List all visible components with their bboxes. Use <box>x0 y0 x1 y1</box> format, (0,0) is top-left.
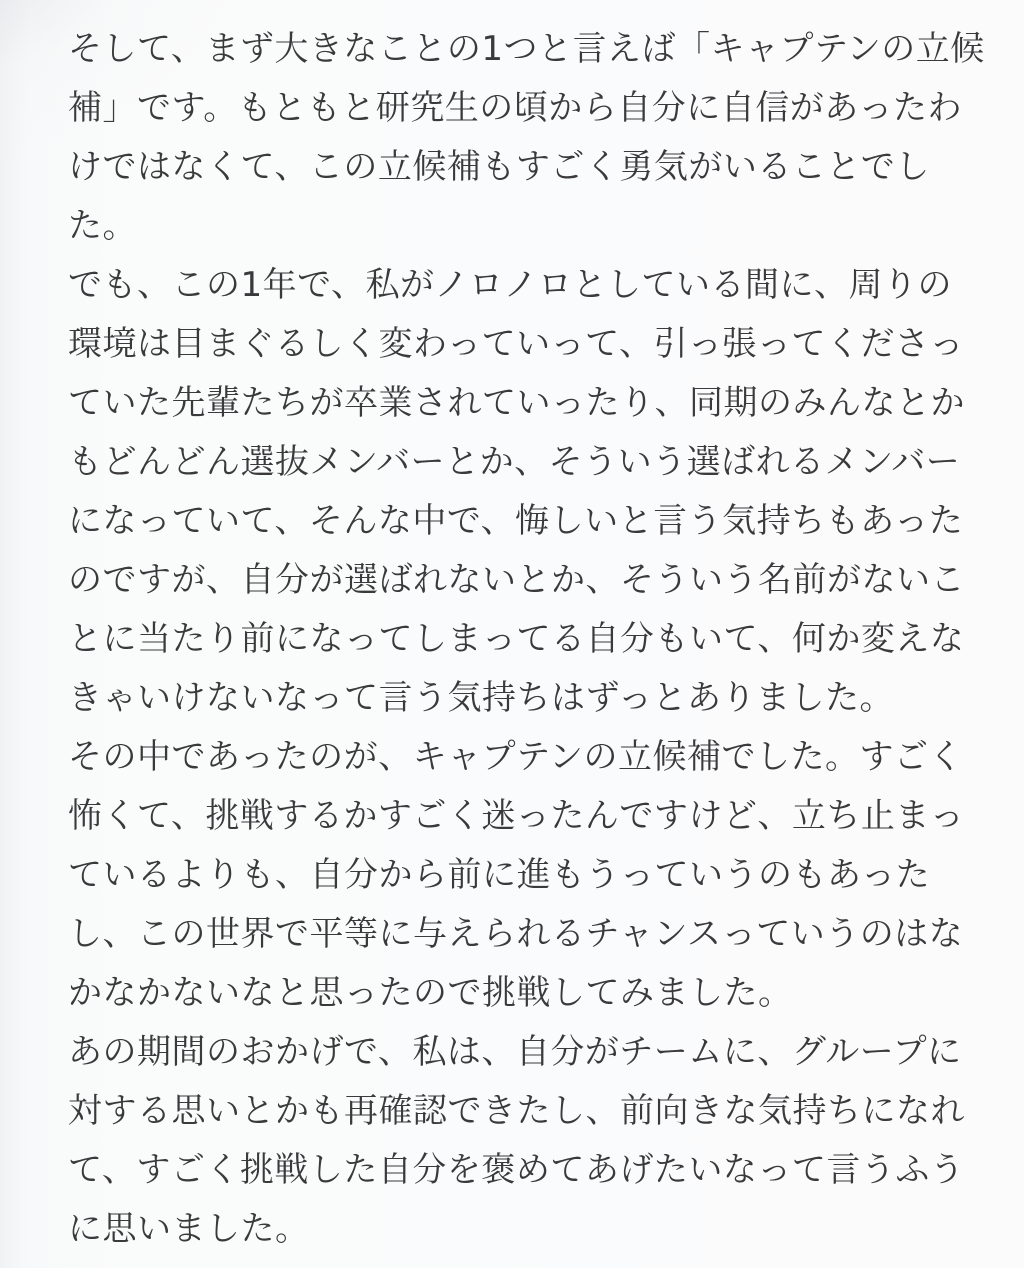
text-line: 対する思いとかも再確認できたし、前向きな気持ちになれ <box>68 1091 965 1131</box>
text-line: のですが、自分が選ばれないとか、そういう名前がないこ <box>68 560 965 600</box>
text-line: 怖くて、挑戦するかすごく迷ったんですけど、立ち止まっ <box>68 796 965 836</box>
text-line: かなかないなと思ったので挑戦してみました。 <box>68 973 793 1013</box>
text-line: た。 <box>68 206 137 246</box>
text-line: ているよりも、自分から前に進もうっていうのもあった <box>68 855 931 895</box>
text-line: きゃいけないなって言う気持ちはずっとありました。 <box>68 678 894 718</box>
text-line: 補」です。もともと研究生の頃から自分に自信があったわ <box>68 88 962 128</box>
text-line: て、すごく挑戦した自分を褒めてあげたいなって言うふう <box>68 1150 965 1190</box>
text-line: もどんどん選抜メンバーとか、そういう選ばれるメンバー <box>68 442 961 482</box>
text-line: その中であったのが、キャプテンの立候補でした。すごく <box>68 737 963 777</box>
text-line: ていた先輩たちが卒業されていったり、同期のみんなとか <box>68 383 965 423</box>
text-line: に思いました。 <box>68 1209 310 1249</box>
text-line: けではなくて、この立候補もすごく勇気がいることでし <box>68 147 930 187</box>
text-line: 環境は目まぐるしく変わっていって、引っ張ってくださっ <box>68 324 964 364</box>
text-line: そして、まず大きなことの1つと言えば「キャプテンの立候 <box>68 29 985 69</box>
text-line: あの期間のおかげで、私は、自分がチームに、グループに <box>68 1032 962 1072</box>
text-line: になっていて、そんな中で、悔しいと言う気持ちもあった <box>68 501 964 541</box>
text-block <box>68 20 985 1259</box>
text-line: とに当たり前になってしまってる自分もいて、何か変えな <box>68 619 965 659</box>
text-line: でも、この1年で、私がノロノロとしている間に、周りの <box>68 265 952 305</box>
text-line: し、この世界で平等に与えられるチャンスっていうのはな <box>68 914 964 954</box>
